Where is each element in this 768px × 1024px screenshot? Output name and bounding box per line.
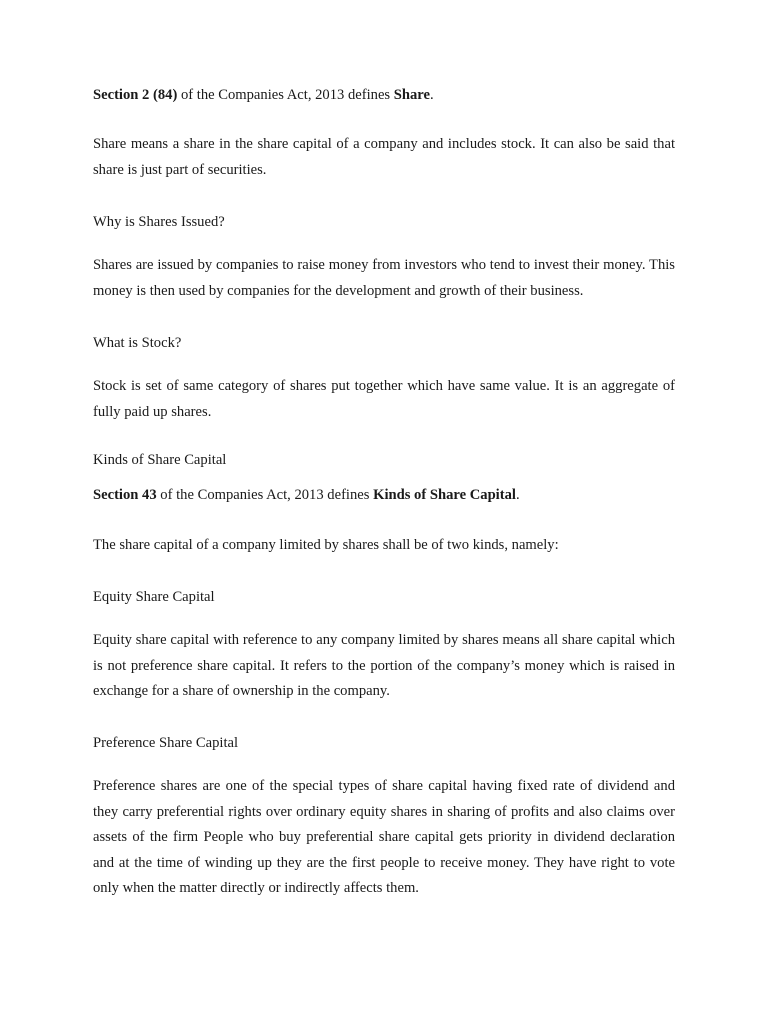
section-43-text: of the Companies Act, 2013 defines: [156, 487, 374, 503]
equity-heading: Equity Share Capital: [93, 589, 215, 605]
why-issued-paragraph: Shares are issued by companies to raise money from investors who tend to invest their money. This money is then used by companies for the development and growth of their business.: [93, 257, 675, 299]
section-2-text: of the Companies Act, 2013 defines: [177, 87, 394, 103]
stock-heading: What is Stock?: [93, 335, 182, 351]
two-kinds-paragraph: The share capital of a company limited by shares shall be of two kinds, namely:: [93, 537, 559, 553]
section-2-term: Share: [393, 87, 430, 103]
stock-paragraph: Stock is set of same category of shares put together which have same value. It is an aggregate of fully paid up shares.: [93, 378, 675, 420]
kinds-heading: Kinds of Share Capital: [93, 452, 227, 468]
share-definition-paragraph: Share means a share in the share capital of a company and includes stock. It can also be said that share is just part of securities.: [93, 136, 675, 178]
why-issued-heading: Why is Shares Issued?: [93, 214, 225, 230]
preference-heading: Preference Share Capital: [93, 735, 239, 751]
section-43-reference: Section 43: [93, 487, 157, 503]
section-43-line: [93, 483, 675, 509]
equity-paragraph: Equity share capital with reference to any company limited by shares means all share capital which is not preference share capital. It refers to the portion of the company’s money which is raised in exchange for a share of ownership in the company.: [93, 632, 675, 699]
section-2-reference: Section 2 (84): [93, 87, 178, 103]
section-43-term: Kinds of Share Capital: [373, 487, 516, 503]
section-2-end: .: [429, 87, 434, 103]
section-43-end: .: [515, 487, 520, 503]
preference-paragraph: Preference shares are one of the special types of share capital having fixed rate of dividend and they carry preferential rights over ordinary equity shares in sharing of profits and also claims over assets of the firm People who buy preferential share capital gets priority in dividend declaration and at the time of winding up they are the first people to receive money. They have right to vote only when the matter directly or indirectly affects them.: [93, 778, 675, 896]
section-2-line: [93, 83, 675, 109]
